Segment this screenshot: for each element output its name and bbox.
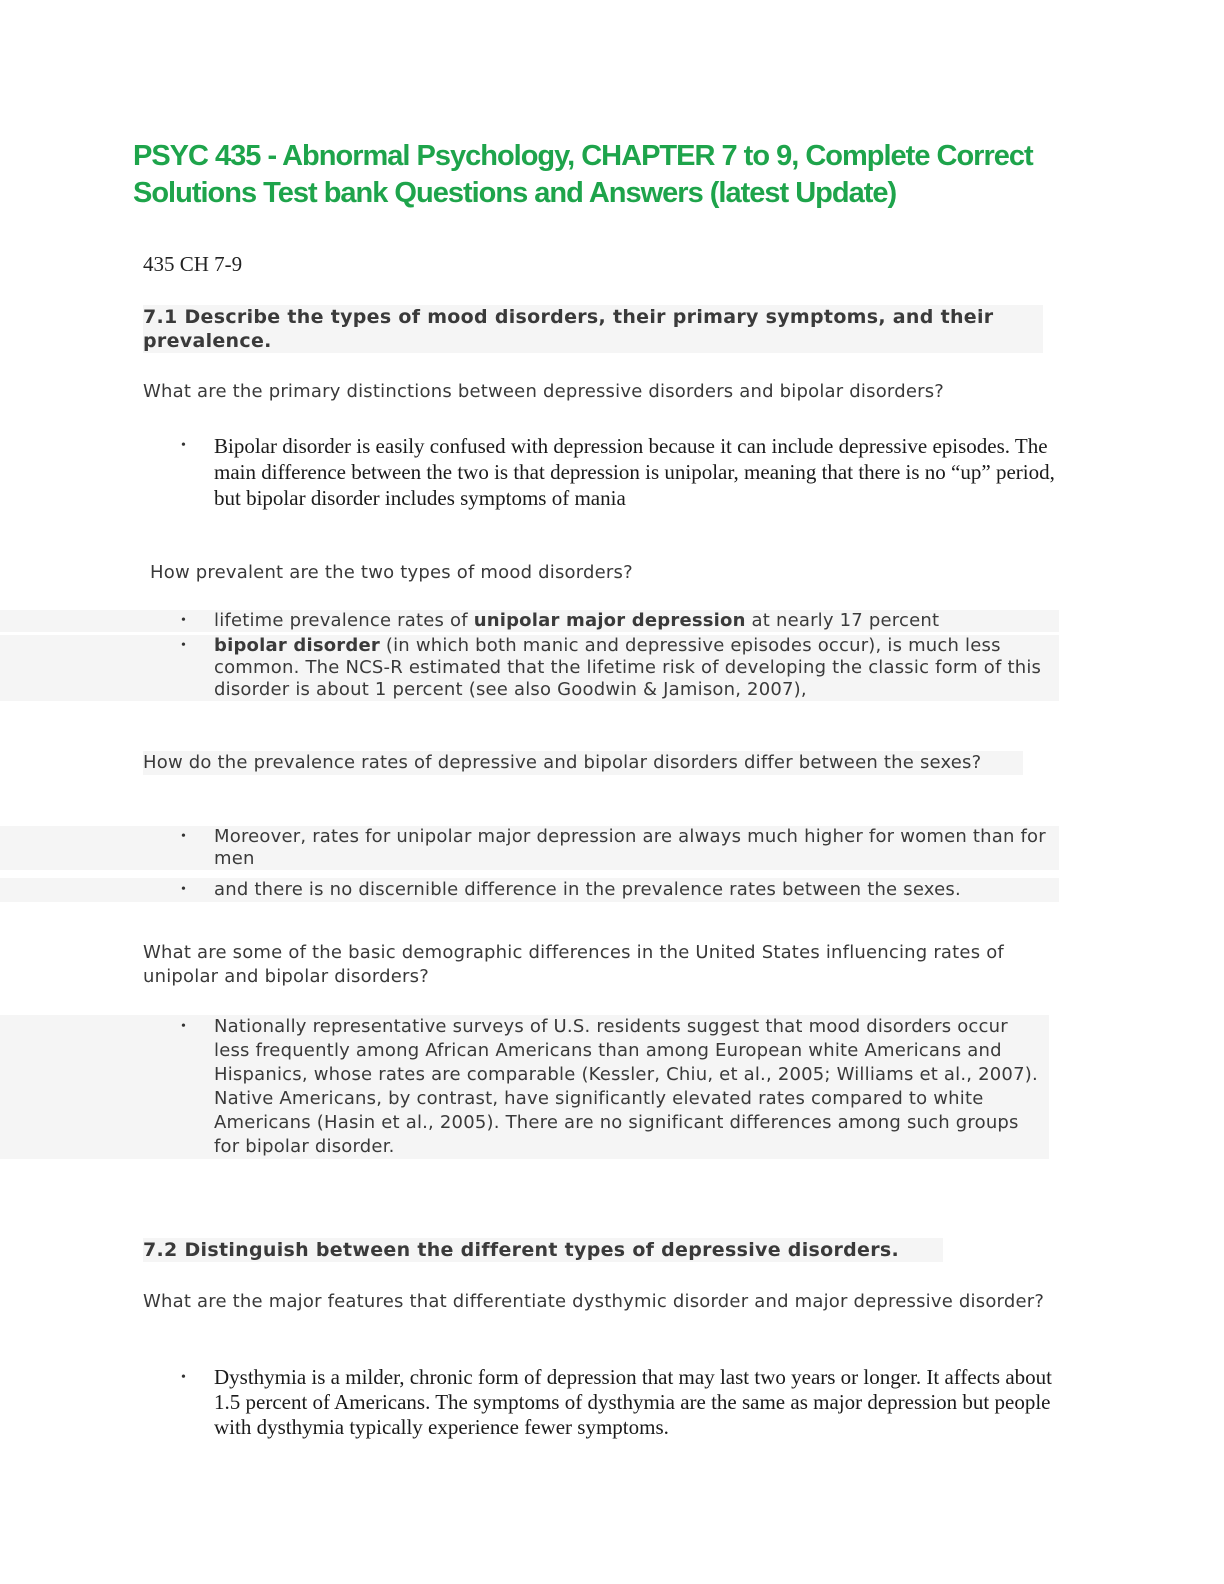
answer-text: Nationally representative surveys of U.S. residents suggest that mood disorders occur less frequently among African Americans than among European white Americans and Hispanics, whose rates are comparable (Kessler, Chiu, et al., 2005; Williams et al., 2007). Native Americans, by contrast, have significantly elevated rates compared to white Americans (Hasin et al., 2005). There are no significant differences among such groups for bipolar disorder. [214, 1016, 1038, 1157]
answer-text: Dysthymia is a milder, chronic form of depression that may last two years or longer. It affects about 1.5 percent of Americans. The symptoms of dysthymia are the same as major depression but people with dysthymia typically experience fewer symptoms. [214, 1365, 1052, 1439]
bullet-icon: • [181, 829, 187, 844]
bullet-icon: • [181, 1019, 187, 1034]
section-heading-7-2: 7.2 Distinguish between the different types of depressive disorders. [143, 1238, 943, 1262]
question-prevalence: How prevalent are the two types of mood disorders? [150, 562, 633, 583]
question-sex-differences: How do the prevalence rates of depressive and bipolar disorders differ between the sexes? [143, 751, 1023, 775]
document-title: PSYC 435 - Abnormal Psychology, CHAPTER 7 to 9, Complete Correct Solutions Test bank Questions and Answers (latest Update) [133, 140, 1033, 209]
list-item [0, 878, 1059, 902]
list-item [0, 1015, 1049, 1159]
answer-list-prevalence [0, 610, 1059, 701]
answer-list-sex-differences [0, 826, 1059, 902]
bullet-icon: • [181, 882, 187, 897]
answer-text: lifetime prevalence rates of [214, 610, 474, 631]
list-item [0, 610, 1059, 632]
section-heading-7-1: 7.1 Describe the types of mood disorders, their primary symptoms, and their prevalence. [143, 305, 1043, 353]
list-item [0, 1365, 1074, 1440]
answer-text: at nearly 17 percent [745, 610, 940, 631]
question-dysthymic: What are the major features that differentiate dysthymic disorder and major depressive disorder? [143, 1291, 1045, 1312]
answer-list-demographics [0, 1015, 1049, 1159]
bullet-icon: • [181, 1370, 186, 1385]
answer-text: Bipolar disorder is easily confused with depression because it can include depressive episodes. The main difference between the two is that depression is unipolar, meaning that there is no “up” period, but bipolar disorder includes symptoms of mania [214, 434, 1055, 510]
answer-emphasis: bipolar disorder [214, 635, 380, 656]
question-distinctions: What are the primary distinctions between depressive disorders and bipolar disorders? [143, 381, 945, 402]
list-item [0, 635, 1059, 701]
list-item [0, 826, 1059, 870]
answer-text: Moreover, rates for unipolar major depression are always much higher for women than for men [214, 826, 1046, 869]
answer-emphasis: unipolar major depression [473, 610, 746, 631]
answer-list-dysthymic [0, 1365, 1074, 1440]
answer-text: and there is no discernible difference in the prevalence rates between the sexes. [214, 879, 961, 900]
answer-text: (in which both manic and depressive episodes occur), is much less common. The NCS-R estimated that the lifetime risk of developing the classic form of this disorder is about 1 percent (see also Goodwin & Jamison, 2007), [214, 635, 1042, 700]
question-demographics: What are some of the basic demographic differences in the United States influencing rates of unipolar and bipolar disorders? [143, 942, 1004, 987]
bullet-icon: • [181, 613, 187, 628]
document-code: 435 CH 7-9 [143, 252, 243, 276]
bullet-icon: • [181, 638, 187, 653]
list-item [0, 433, 1074, 511]
bullet-icon: • [181, 438, 186, 453]
answer-list-distinctions [0, 433, 1074, 511]
